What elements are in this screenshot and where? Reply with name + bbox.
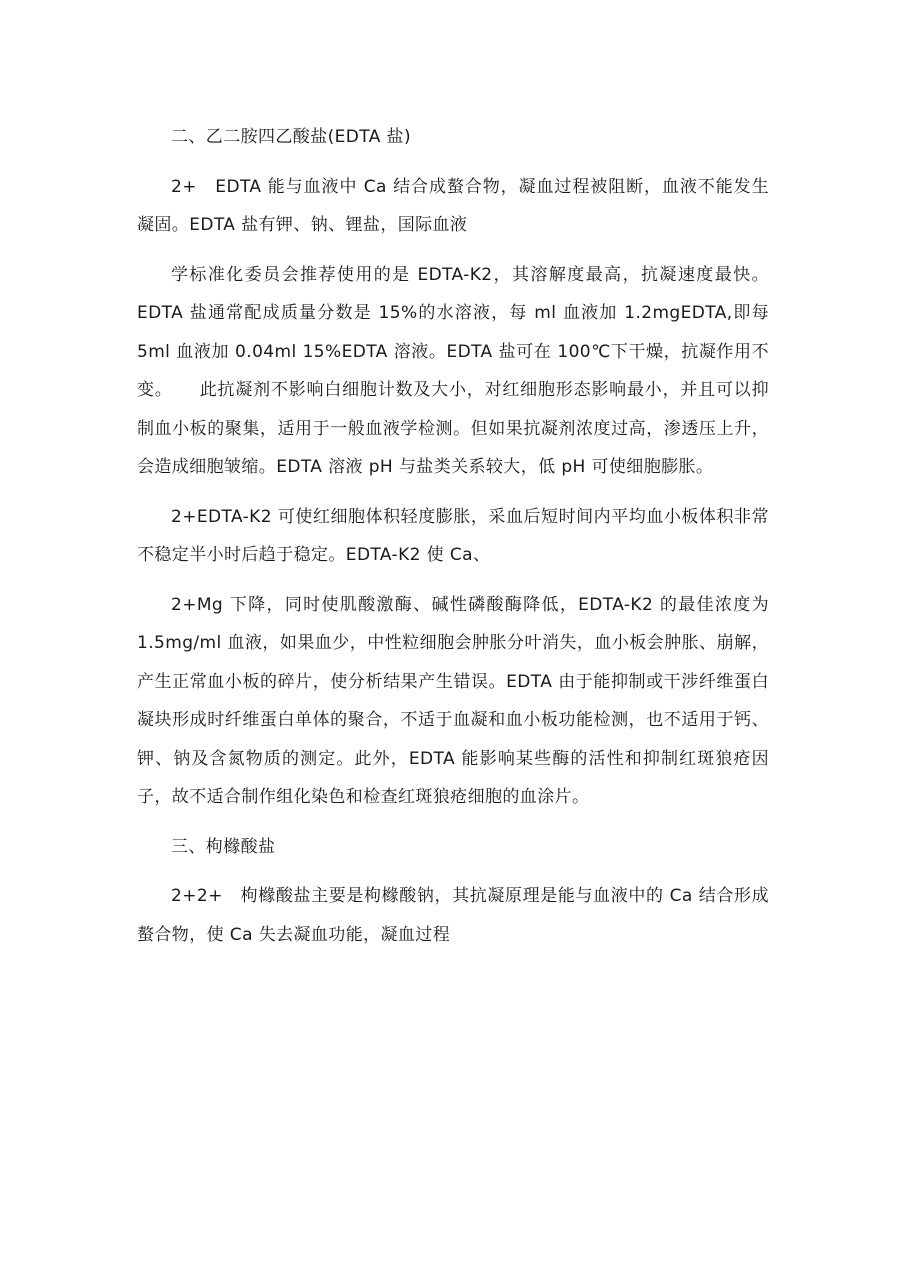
paragraph-edta-k2-recommendation: 学标准化委员会推荐使用的是 EDTA-K2，其溶解度最高，抗凝速度最快。EDTA 盐通常配成质量分数是 15%的水溶液，每 ml 血液加 1.2mgEDTA,即每 5ml 血液加 0.04ml 15%EDTA 溶液。EDTA 盐可在 100℃下干燥，抗凝作用不变。 此抗凝剂不影响白细胞计数及大小，对红细胞形态影响最小，并且可以抑制血小板的聚集，适用于一般血液学检测。但如果抗凝剂浓度过高，渗透压上升，会造成细胞皱缩。EDTA 溶液 pH 与盐类关系较大，低 pH 可使细胞膨胀。: [137, 264, 769, 477]
paragraph-edta-chelation: 2+ EDTA 能与血液中 Ca 结合成螯合物，凝血过程被阻断，血液不能发生凝固。EDTA 盐有钾、钠、锂盐，国际血液: [137, 176, 769, 235]
section-heading-edta: 二、乙二胺四乙酸盐(EDTA 盐): [171, 127, 411, 147]
paragraph-citrate-mechanism: 2+2+ 枸橼酸盐主要是枸橼酸钠，其抗凝原理是能与血液中的 Ca 结合形成螯合物，使 Ca 失去凝血功能，凝血过程: [137, 886, 769, 945]
paragraph-edta-k2-effects: 2+Mg 下降，同时使肌酸激酶、碱性磷酸酶降低，EDTA-K2 的最佳浓度为 1.5mg/ml 血液，如果血少，中性粒细胞会肿胀分叶消失，血小板会肿胀、崩解，产生正常血小板的碎片，使分析结果产生错误。EDTA 由于能抑制或干涉纤维蛋白凝块形成时纤维蛋白单体的聚合，不适于血凝和血小板功能检测，也不适用于钙、钾、钠及含氮物质的测定。此外，EDTA 能影响某些酶的活性和抑制红斑狼疮因子，故不适合制作组化染色和检查红斑狼疮细胞的血涂片。: [137, 594, 769, 807]
paragraph-edta-k2-cell-volume: 2+EDTA-K2 可使红细胞体积轻度膨胀，采血后短时间内平均血小板体积非常不稳定半小时后趋于稳定。EDTA-K2 使 Ca、: [137, 506, 769, 565]
document-body: [137, 118, 769, 965]
section-heading-citrate: 三、枸橼酸盐: [171, 836, 276, 857]
